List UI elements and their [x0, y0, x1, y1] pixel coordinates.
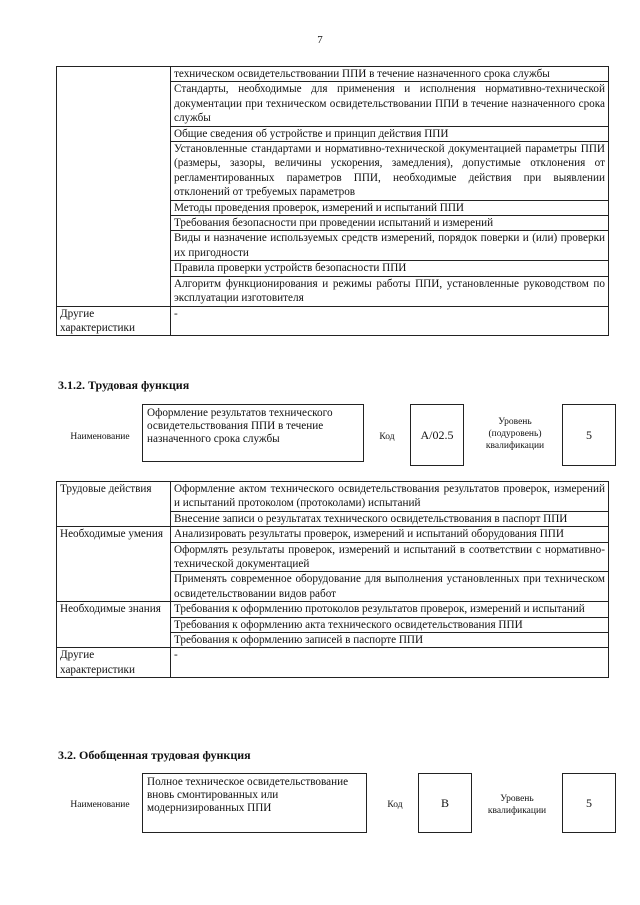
row-item-text: Общие сведения об устройстве и принцип действия ППИ [171, 126, 609, 141]
row-item-text: Требования к оформлению акта технического освидетельствования ППИ [171, 617, 609, 632]
row-item-text: Требования к оформлению протоколов результатов проверок, измерений и испытаний [171, 602, 609, 617]
row-category-label: Необходимые знания [57, 602, 171, 648]
row-category-label: Другие характеристики [57, 306, 171, 336]
row-item-text: - [171, 648, 609, 678]
name-label-2: Наименование [70, 800, 130, 810]
code-value-box: A/02.5 [410, 404, 464, 466]
function-name-box: Оформление результатов технического освидетельствования ППИ в течение назначенного срока службы [142, 404, 364, 462]
row-item-text: Анализировать результаты проверок, измерений и испытаний оборудования ППИ [171, 527, 609, 542]
qualification-level-box: 5 [562, 404, 616, 466]
row-category-label: Необходимые умения [57, 527, 171, 602]
section-3-1-2-heading: 3.1.2. Трудовая функция [58, 378, 190, 392]
code-value-box-2: B [418, 773, 472, 833]
row-item-text: Оформлять результаты проверок, измерений и испытаний в соответствии с нормативно-технической документацией [171, 542, 609, 572]
qualification-level-label: Уровень (подуровень) квалификации [485, 417, 545, 451]
generalized-function-name-box: Полное техническое освидетельствование вновь смонтированных или модернизированных ППИ [142, 773, 367, 833]
row-item-text: Стандарты, необходимые для применения и исполнения нормативно-технической документации при техническом освидетельствовании ППИ в течение назначенного срока службы [171, 82, 609, 126]
table-row [57, 527, 609, 542]
labor-function-table [56, 481, 609, 678]
row-item-text: Требования безопасности при проведении испытаний и измерений [171, 216, 609, 231]
table-row [57, 482, 609, 512]
row-item-text: - [171, 306, 609, 336]
row-item-text: Оформление актом технического освидетельствования результатов проверок, измерений и испытаний протоколом (протоколами) испытаний [171, 482, 609, 512]
table-row [57, 602, 609, 617]
row-category-label: Другие характеристики [57, 648, 171, 678]
row-category-label [57, 67, 171, 307]
row-item-text: Установленные стандартами и нормативно-технической документацией параметры ППИ (размеры, зазоры, величины ускорения, замедления), допустимые отклонения от регламентированных параметров ППИ, необходимые действия при выявлении отклонений от требуемых параметров [171, 142, 609, 201]
code-label-2: Код [387, 800, 403, 810]
row-item-text: Методы проведения проверок, измерений и испытаний ППИ [171, 200, 609, 215]
qualification-level-label-2: Уровень квалификации [487, 794, 547, 816]
knowledge-table-continued [56, 66, 609, 336]
row-item-text: Внесение записи о результатах технического освидетельствования в паспорт ППИ [171, 511, 609, 526]
qualification-level-box-2: 5 [562, 773, 616, 833]
table-row [57, 648, 609, 678]
page-number: 7 [317, 34, 323, 46]
row-item-text: Применять современное оборудование для выполнения установленных при техническом освидетельствовании видов работ [171, 572, 609, 602]
row-item-text: Требования к оформлению записей в паспорте ППИ [171, 633, 609, 648]
row-item-text: Правила проверки устройств безопасности ППИ [171, 261, 609, 276]
table-row [57, 306, 609, 336]
row-item-text: техническом освидетельствовании ППИ в течение назначенного срока службы [171, 67, 609, 82]
section-3-2-heading: 3.2. Обобщенная трудовая функция [58, 748, 251, 762]
row-item-text: Виды и назначение используемых средств измерений, порядок поверки и (или) проверки их пригодности [171, 231, 609, 261]
row-category-label: Трудовые действия [57, 482, 171, 527]
code-label: Код [379, 432, 395, 442]
row-item-text: Алгоритм функционирования и режимы работы ППИ, установленные руководством по эксплуатации изготовителя [171, 276, 609, 306]
name-label: Наименование [70, 432, 130, 442]
table-row [57, 67, 609, 82]
